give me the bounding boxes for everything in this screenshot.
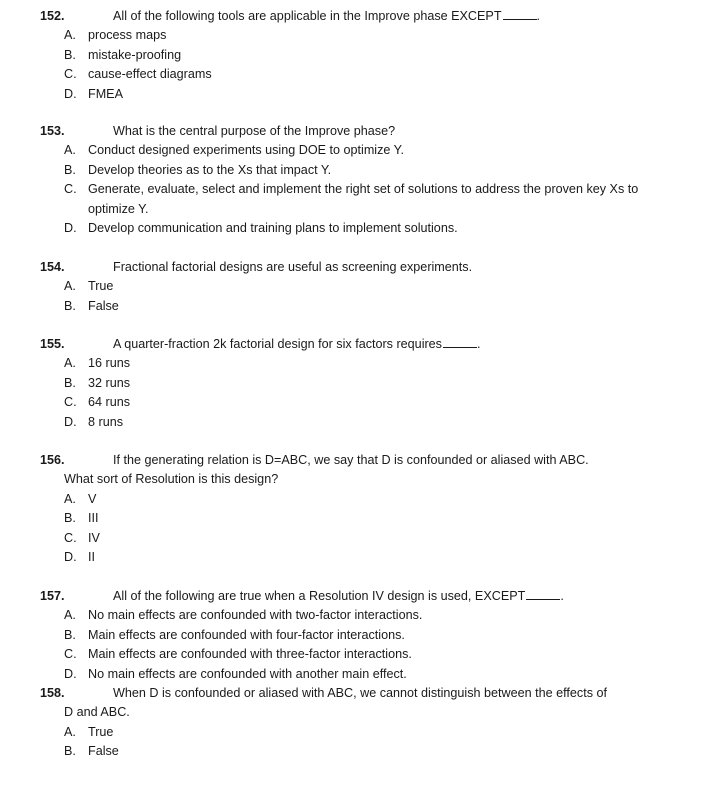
option-text: II	[88, 549, 95, 564]
answer-blank	[443, 335, 477, 348]
option-d	[40, 413, 660, 432]
question-text-content: A quarter-fraction 2k factorial design for six factors requires	[113, 337, 442, 351]
question-text-suffix: .	[560, 589, 564, 603]
option-text: Develop communication and training plans to implement solutions.	[88, 220, 458, 235]
option-b	[40, 509, 660, 528]
question-text: Fractional factorial designs are useful as screening experiments.	[113, 260, 473, 274]
option-letter: A.	[64, 279, 76, 294]
question-text	[113, 335, 480, 354]
option-b	[40, 374, 660, 393]
question-153	[40, 122, 660, 238]
option-letter: C.	[64, 67, 77, 82]
option-text: process maps	[88, 28, 167, 43]
option-text: False	[88, 744, 119, 759]
answer-blank	[526, 587, 560, 600]
option-letter: A.	[64, 608, 76, 623]
question-number: 155.	[40, 337, 65, 351]
option-letter: C.	[64, 530, 77, 545]
question-number: 152.	[40, 9, 65, 23]
question-text: What is the central purpose of the Improve phase?	[113, 124, 396, 138]
option-text: No main effects are confounded with two-factor interactions.	[88, 608, 423, 623]
option-text: III	[88, 511, 99, 526]
question-text-continuation: What sort of Resolution is this design?	[64, 472, 279, 487]
question-158	[40, 684, 660, 762]
question-text	[113, 587, 564, 606]
question-number: 156.	[40, 453, 65, 467]
question-154	[40, 258, 660, 316]
question-155	[40, 335, 660, 432]
question-number: 157.	[40, 589, 65, 603]
option-a	[40, 277, 660, 296]
option-a	[40, 354, 660, 373]
option-text: No main effects are confounded with another main effect.	[88, 666, 407, 681]
option-letter: D.	[64, 666, 77, 681]
question-text-content: All of the following tools are applicable in the Improve phase EXCEPT	[113, 9, 502, 23]
option-c	[40, 180, 648, 219]
option-a	[40, 490, 660, 509]
option-text: cause-effect diagrams	[88, 67, 212, 82]
option-text: Conduct designed experiments using DOE to optimize Y.	[88, 143, 404, 158]
option-letter: B.	[64, 375, 76, 390]
question-text-suffix: .	[536, 9, 541, 23]
option-text: 16 runs	[88, 356, 131, 371]
option-a	[40, 26, 660, 45]
option-letter: B.	[64, 162, 76, 177]
option-c	[40, 65, 660, 84]
question-number: 158.	[40, 686, 65, 700]
option-text: False	[88, 298, 119, 313]
option-d	[40, 85, 660, 104]
question-157	[40, 587, 660, 684]
question-text	[113, 7, 540, 26]
option-letter: B.	[64, 627, 76, 642]
option-letter: A.	[64, 724, 76, 739]
option-letter: D.	[64, 220, 77, 235]
option-text: True	[88, 724, 114, 739]
option-text: IV	[88, 530, 100, 545]
option-text: Main effects are confounded with four-factor interactions.	[88, 627, 405, 642]
option-letter: D.	[64, 549, 77, 564]
option-b	[40, 742, 660, 761]
option-text: V	[88, 491, 97, 506]
option-d	[40, 219, 660, 238]
option-a	[40, 606, 660, 625]
option-a	[40, 141, 660, 160]
option-letter: B.	[64, 47, 76, 62]
question-text-continuation: D and ABC.	[64, 705, 130, 720]
option-c	[40, 393, 660, 412]
option-letter: D.	[64, 86, 77, 101]
option-letter: A.	[64, 356, 76, 371]
option-letter: B.	[64, 298, 76, 313]
option-letter: D.	[64, 414, 77, 429]
answer-blank	[503, 7, 537, 20]
option-d	[40, 665, 660, 684]
question-156	[40, 451, 660, 567]
option-text: Main effects are confounded with three-factor interactions.	[88, 647, 412, 662]
option-text: Generate, evaluate, select and implement the right set of solutions to address the proven key Xs to optimize Y.	[88, 182, 639, 216]
question-text: When D is confounded or aliased with ABC, we cannot distinguish between the effects of	[113, 686, 608, 700]
option-letter: A.	[64, 143, 76, 158]
option-b	[40, 297, 660, 316]
option-letter: A.	[64, 491, 76, 506]
option-text: 32 runs	[88, 375, 131, 390]
question-number: 154.	[40, 260, 65, 274]
option-text: 8 runs	[88, 414, 124, 429]
question-text-suffix: .	[476, 337, 481, 351]
option-b	[40, 46, 660, 65]
option-b	[40, 161, 660, 180]
option-letter: C.	[64, 395, 77, 410]
option-text: 64 runs	[88, 395, 131, 410]
question-152	[40, 7, 660, 104]
option-text: True	[88, 279, 114, 294]
question-text: If the generating relation is D=ABC, we say that D is confounded or aliased with ABC.	[113, 453, 589, 467]
option-text: mistake-proofing	[88, 47, 182, 62]
option-a	[40, 723, 660, 742]
question-number: 153.	[40, 124, 65, 138]
option-letter: C.	[64, 182, 77, 197]
option-c	[40, 529, 660, 548]
option-b	[40, 626, 660, 645]
option-letter: B.	[64, 511, 76, 526]
option-text: FMEA	[88, 86, 123, 101]
option-c	[40, 645, 660, 664]
option-text: Develop theories as to the Xs that impact Y.	[88, 162, 332, 177]
option-letter: A.	[64, 28, 76, 43]
question-text-content: All of the following are true when a Resolution IV design is used, EXCEPT	[113, 589, 526, 603]
option-letter: C.	[64, 647, 77, 662]
option-d	[40, 548, 660, 567]
option-letter: B.	[64, 744, 76, 759]
